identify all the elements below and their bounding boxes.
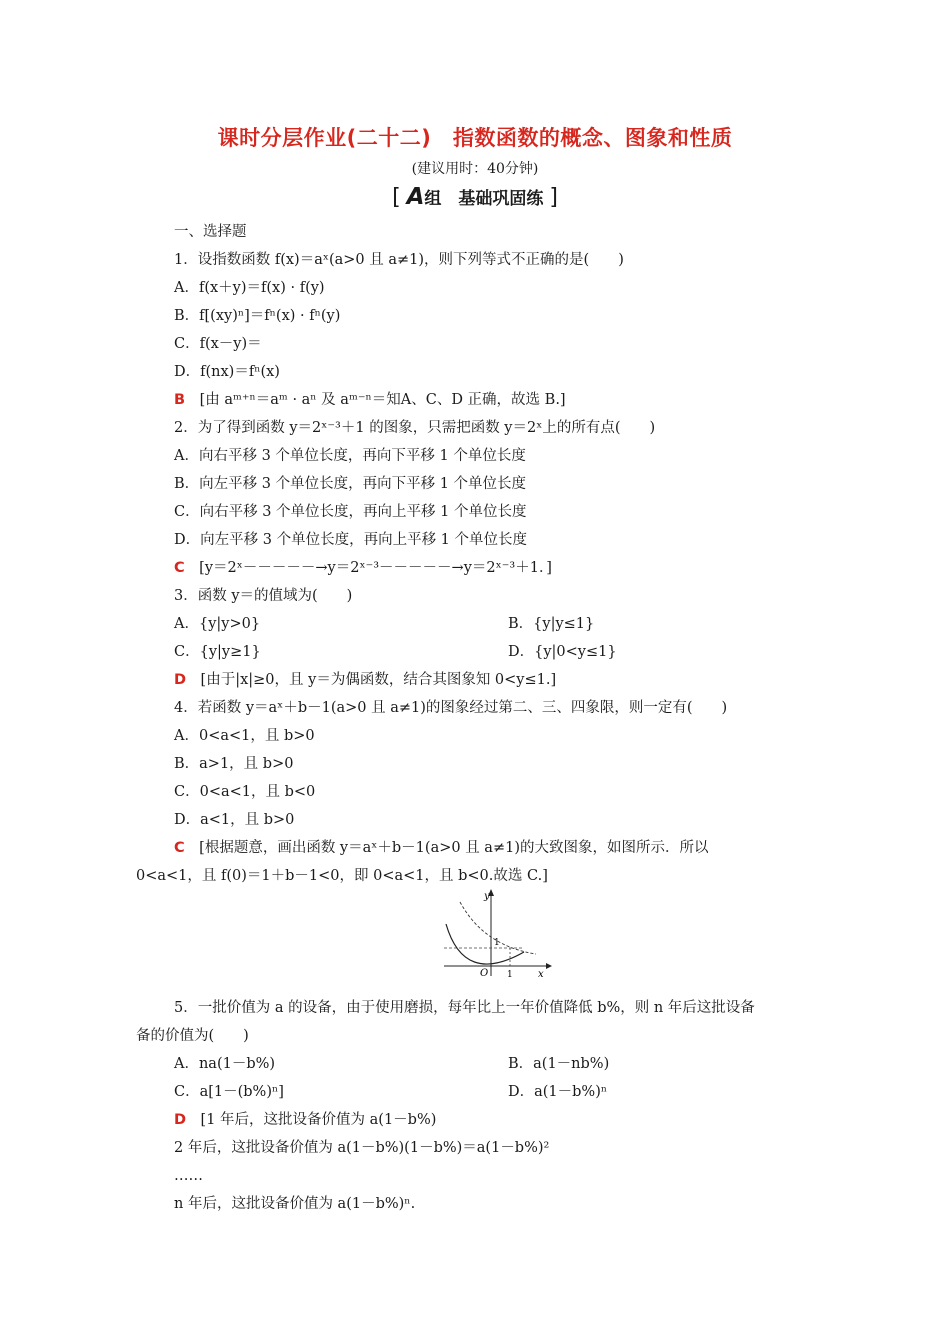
exponential-graph xyxy=(440,888,552,978)
q1-option-d: D．f(nx)＝fⁿ(x) xyxy=(174,364,280,380)
q5-answer xyxy=(174,1110,436,1130)
q1-answer xyxy=(174,390,566,410)
x-axis-arrow xyxy=(546,963,552,969)
group-label: 组 基础巩固练 xyxy=(424,189,544,209)
q5-answer-letter: D xyxy=(174,1112,187,1128)
q5-explanation: [1 年后，这批设备价值为 a(1－b%) xyxy=(200,1112,437,1128)
q2-option-b: B．向左平移 3 个单位长度，再向下平移 1 个单位长度 xyxy=(174,476,527,492)
q3-answer xyxy=(174,670,556,690)
q1-option-a: A．f(x＋y)＝f(x) · f(y) xyxy=(174,280,325,296)
section-heading: 一、选择题 xyxy=(174,224,247,240)
question-5-cont: 备的价值为( ) xyxy=(136,1028,249,1044)
q3-option-d: D．{y|0<y≤1} xyxy=(508,644,617,660)
q1-explanation: [由 aᵐ⁺ⁿ＝aᵐ · aⁿ 及 aᵐ⁻ⁿ＝知A、C、D 正确，故选 B.] xyxy=(199,392,566,408)
q4-answer-letter: C xyxy=(174,840,185,856)
group-letter: A xyxy=(406,184,425,210)
y-one-label: 1 xyxy=(494,938,500,948)
group-bracket-left: [ xyxy=(392,185,401,210)
q1-answer-letter: B xyxy=(174,392,186,408)
q5-explanation-line2: 2 年后，这批设备价值为 a(1－b%)(1－b%)＝a(1－b%)² xyxy=(174,1140,550,1156)
q4-option-b: B．a>1，且 b>0 xyxy=(174,756,294,772)
q2-option-c: C．向右平移 3 个单位长度，再向上平移 1 个单位长度 xyxy=(174,504,527,520)
x-axis-label: x xyxy=(538,969,544,978)
q5-explanation-line4: n 年后，这批设备价值为 a(1－b%)ⁿ. xyxy=(174,1196,416,1212)
q4-option-d: D．a<1，且 b>0 xyxy=(174,812,295,828)
q3-option-b: B．{y|y≤1} xyxy=(508,616,595,632)
q2-option-a: A．向右平移 3 个单位长度，再向下平移 1 个单位长度 xyxy=(174,448,526,464)
q2-answer xyxy=(174,558,552,578)
q4-explanation-cont: 0<a<1，且 f(0)＝1＋b－1<0，即 0<a<1，且 b<0.故选 C.] xyxy=(136,868,548,884)
q4-option-c: C．0<a<1，且 b<0 xyxy=(174,784,316,800)
origin-label: O xyxy=(480,968,489,978)
q5-option-c: C．a[1－(b%)ⁿ] xyxy=(174,1084,284,1100)
suggested-time: (建议用时：40分钟) xyxy=(411,161,539,177)
group-header xyxy=(0,184,950,210)
q3-option-c: C．{y|y≥1} xyxy=(174,644,261,660)
question-3: 3．函数 y＝的值域为( ) xyxy=(174,588,353,604)
question-2: 2．为了得到函数 y＝2ˣ⁻³＋1 的图象，只需把函数 y＝2ˣ上的所有点( ) xyxy=(174,420,656,436)
q1-option-b: B．f[(xy)ⁿ]＝fⁿ(x) · fⁿ(y) xyxy=(174,308,341,324)
q3-explanation: [由于|x|≥0，且 y＝为偶函数，结合其图象知 0<y≤1.] xyxy=(200,672,557,688)
q5-option-d: D．a(1－b%)ⁿ xyxy=(508,1084,608,1100)
q2-answer-letter: C xyxy=(174,560,185,576)
question-4: 4．若函数 y＝aˣ＋b－1(a>0 且 a≠1)的图象经过第二、三、四象限，则一定有( ) xyxy=(174,700,728,716)
function-curve xyxy=(446,924,524,964)
q3-answer-letter: D xyxy=(174,672,187,688)
x-one-label: 1 xyxy=(507,970,513,978)
q3-option-a: A．{y|y>0} xyxy=(174,616,261,632)
q4-answer xyxy=(174,838,708,858)
q5-option-b: B．a(1－nb%) xyxy=(508,1056,610,1072)
question-5: 5．一批价值为 a 的设备，由于使用磨损，每年比上一年价值降低 b%，则 n 年后这批设备 xyxy=(174,1000,755,1016)
q4-explanation: [根据题意，画出函数 y＝aˣ＋b－1(a>0 且 a≠1)的大致图象，如图所示．所以 xyxy=(199,840,709,856)
q1-option-c: C．f(x－y)＝ xyxy=(174,336,262,352)
q2-option-d: D．向左平移 3 个单位长度，再向上平移 1 个单位长度 xyxy=(174,532,528,548)
question-1: 1．设指数函数 f(x)＝aˣ(a>0 且 a≠1)，则下列等式不正确的是( ) xyxy=(174,252,624,268)
q5-explanation-ellipsis: …… xyxy=(174,1168,203,1184)
page-title: 课时分层作业(二十二) 指数函数的概念、图象和性质 xyxy=(217,126,733,150)
q2-explanation: [y＝2ˣ－－－－－→y＝2ˣ⁻³－－－－－→y＝2ˣ⁻³＋1．] xyxy=(199,560,552,576)
group-bracket-right: ] xyxy=(549,185,558,210)
q4-option-a: A．0<a<1，且 b>0 xyxy=(174,728,315,744)
y-axis-label: y xyxy=(484,891,490,902)
q5-option-a: A．na(1－b%) xyxy=(174,1056,276,1072)
